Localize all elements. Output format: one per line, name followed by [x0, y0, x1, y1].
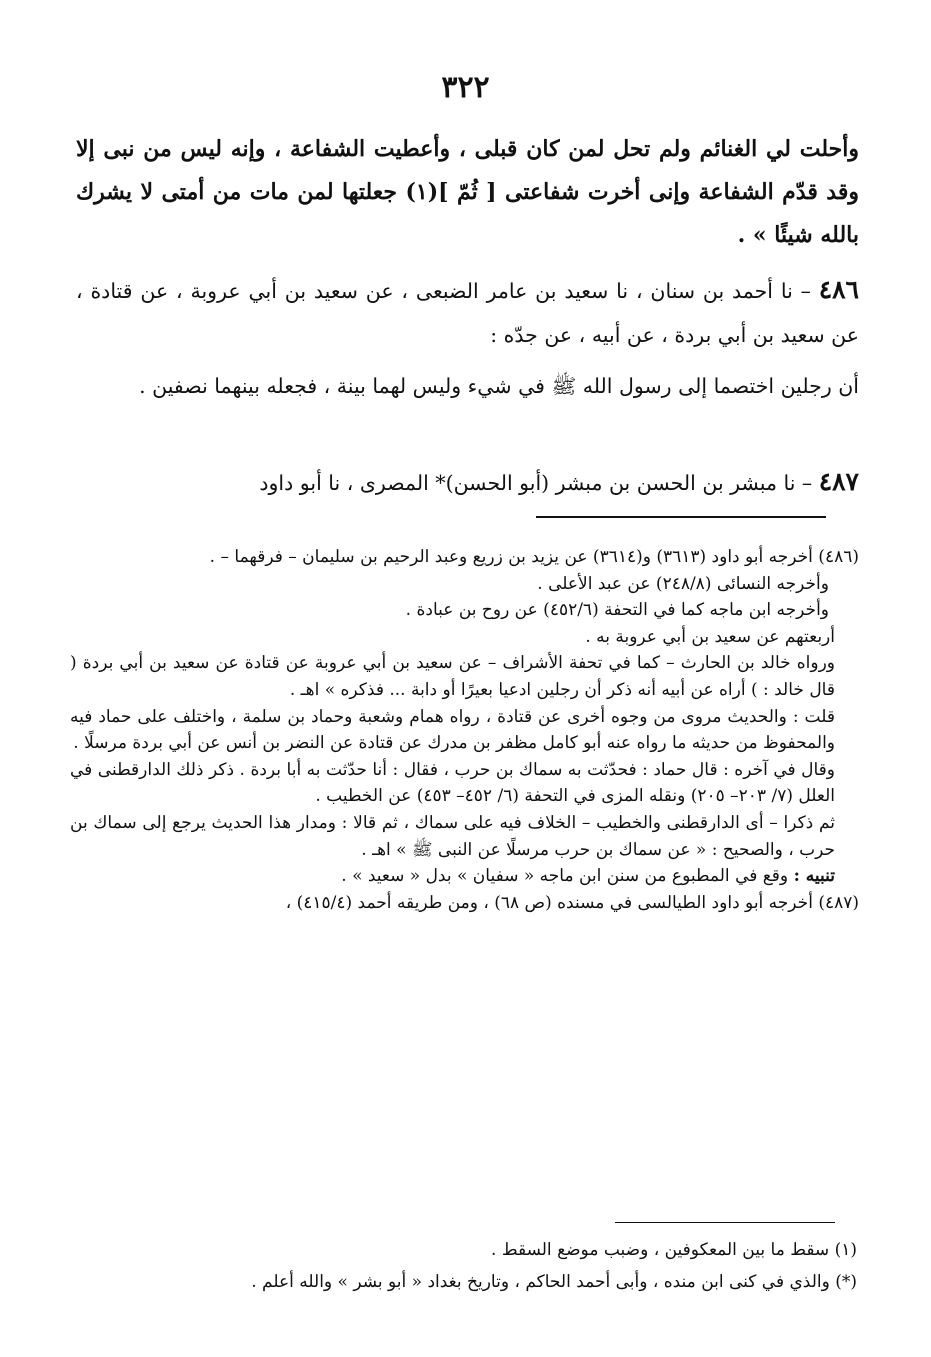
hadith-486-matn: أن رجلين اختصما إلى رسول الله ﷺ في شيء وليس لهما بينة ، فجعله بينهما نصفين .: [139, 374, 859, 398]
hadith-486-isnad: [76, 268, 859, 357]
hadith-text-continuation: وأحلت لي الغنائم ولم تحل لمن كان قبلى ، وأعطيت الشفاعة ، وإنه ليس من نبى إلا وقد قدّم الشفاعة وإنى أخرت شفاعتى [ ثُمّ ](١) جعلتها لمن مات من أمتى لا يشرك بالله شيئًا » .: [76, 136, 859, 248]
footnote-1: (١) سقط ما بين المعكوفين ، وضبب موضع السقط .: [491, 1240, 857, 1260]
commentary-divider: [536, 516, 826, 518]
footnote-asterisk: (*) والذي في كنى ابن منده ، وأبى أحمد الحاكم ، وتاريخ بغداد « أبو بشر » والله أعلم .: [251, 1272, 857, 1292]
commentary-notes: [70, 544, 859, 916]
note-tanbih: [70, 863, 835, 890]
note-qala-fi-akhirihi: وقال في آخره : قال حماد : فحدّثت به سماك بن حرب ، فقال : أنا حدّثت به أبا بردة . ذكر ذلك الدارقطنى في العلل (٧/ ٢٠٣– ٢٠٥) ونقله المزى في التحفة (٦/ ٤٥٢– ٤٥٣) عن الخطيب .: [70, 759, 835, 807]
note-487-takhrij: (٤٨٧) أخرجه أبو داود الطيالسى في مسنده (ص ٦٨) ، ومن طريقه أحمد (٤١٥/٤) ،: [285, 892, 859, 913]
page-number: ٣٢٢: [441, 70, 490, 105]
note-ibn-majah: وأخرجه ابن ماجه كما في التحفة (٤٥٢/٦) عن روح بن عبادة .: [405, 600, 829, 621]
note-tanbih-text: وقع في المطبوع من سنن ابن ماجه « سفيان » بدل « سعيد » .: [341, 866, 794, 887]
hadith-487-number: ٤٨٧: [818, 467, 859, 496]
hadith-487-isnad-text: – نا مبشر بن الحسن بن مبشر (أبو الحسن)* المصرى ، نا أبو داود: [259, 471, 819, 495]
footnote-divider: [615, 1222, 835, 1223]
note-all-four: أربعتهم عن سعيد بن أبي عروبة به .: [585, 626, 835, 647]
note-nasai: وأخرجه النسائى (٢٤٨/٨) عن عبد الأعلى .: [537, 573, 829, 594]
note-thumma-dhakara: ثم ذكرا – أى الدارقطنى والخطيب – الخلاف فيه على سماك ، ثم قالا : ومدار هذا الحديث يرجع إلى سماك بن حرب ، والصحيح : « عن سماك بن حرب مرسلًا عن النبى ﷺ » اهـ .: [70, 812, 835, 860]
hadith-486-number: ٤٨٦: [818, 275, 859, 304]
hadith-487-isnad: [76, 460, 859, 505]
hadith-486-isnad-text: – نا أحمد بن سنان ، نا سعيد بن عامر الضبعى ، عن سعيد بن أبي عروبة ، عن قتادة ، عن سعيد بن أبي بردة ، عن أبيه ، عن جدّه :: [76, 279, 859, 347]
note-tanbih-label: تنبيه :: [793, 866, 835, 887]
note-khalid: ورواه خالد بن الحارث – كما في تحفة الأشراف – عن سعيد بن أبي عروبة عن قتادة عن سعيد بن أبي بردة ( قال خالد : ) أراه عن أبيه أنه ذكر أن رجلين ادعيا بعيرًا أو دابة ... فذكره » اهـ .: [70, 653, 835, 700]
note-qultu: قلت : والحديث مروى من وجوه أخرى عن قتادة ، رواه همام وشعبة وحماد بن سلمة ، واختلف على حماد فيه والمحفوظ من حديثه ما رواه عنه أبو كامل مظفر بن مدرك عن قتادة عن النضر بن أنس عن أبي بردة مرسلًا .: [70, 706, 835, 754]
note-486-takhrij: (٤٨٦) أخرجه أبو داود (٣٦١٣) و(٣٦١٤) عن يزيد بن زريع وعبد الرحيم بن سليمان – فرقهما – .: [209, 547, 859, 567]
footnotes: [70, 1234, 857, 1298]
